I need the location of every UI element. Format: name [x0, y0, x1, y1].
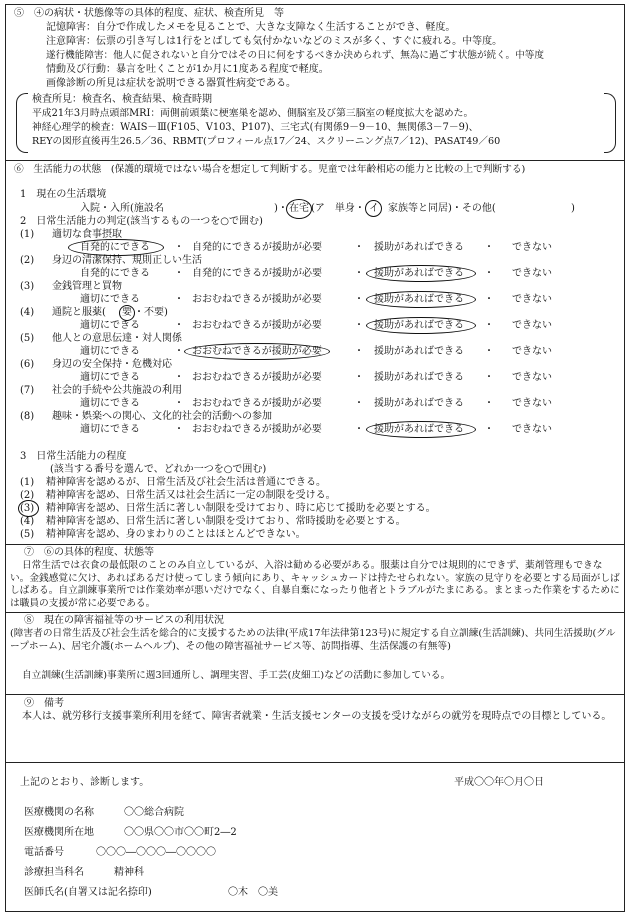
opt-1: 適切にできる: [80, 294, 140, 305]
degree-text: 精神障害を認めるが、日常生活及び社会生活は普通にできる。: [46, 477, 326, 488]
sep: ・: [484, 424, 494, 435]
footer-label: 電話番号: [24, 847, 64, 858]
opt-4: できない: [512, 320, 552, 331]
sep: ・: [174, 424, 184, 435]
sep: ・: [484, 346, 494, 357]
exam-line: REYの図形直後再生26.5／36、RBMT(プロフィール点17／24、スクリーニング点7／12)、PASAT49／60: [32, 136, 501, 147]
opt-3: 援助があればできる: [374, 268, 464, 279]
degree-num: (5): [20, 529, 35, 540]
sep: ・: [354, 268, 364, 279]
footer-label: 医療機関所在地: [24, 827, 94, 838]
opt-2: 自発的にできるが援助が必要: [192, 242, 322, 253]
sep: ・: [354, 424, 364, 435]
opt-3: 援助があればできる: [374, 424, 464, 435]
footer: [6, 763, 624, 911]
item-num: (7): [20, 385, 35, 396]
opt-3: 援助があればできる: [374, 294, 464, 305]
selected-oval: [366, 291, 476, 308]
item-title: 他人との意思伝達・対人関係: [52, 333, 182, 344]
item-title-c: ・不要): [134, 307, 168, 318]
item-num: (5): [20, 333, 35, 344]
opt-3: 援助があればできる: [374, 242, 464, 253]
opt-2: 自発的にできるが援助が必要: [192, 268, 322, 279]
sep: ・: [484, 294, 494, 305]
section-8-heading: ⑧ 現在の障害福祉等のサービスの利用状況: [24, 615, 224, 626]
degree-num: (2): [20, 490, 35, 501]
degree-text: 精神障害を認め、日常生活又は社会生活に一定の制限を受ける。: [46, 490, 336, 501]
declaration: 上記のとおり、診断します。: [20, 777, 150, 788]
env-d: 家族等と同居)・その他(: [388, 203, 496, 214]
department: 精神科: [114, 867, 144, 878]
zaitaku-circle: [286, 199, 312, 219]
degree-num: (3): [20, 503, 35, 514]
opt-1: 自発的にできる: [80, 242, 150, 253]
section-7: [6, 545, 624, 613]
selected-oval: [366, 421, 476, 438]
s5-line: 情動及び行動：暴言を吐くことが1か月に1度ある程度で軽度。: [46, 64, 329, 75]
opt-4: できない: [512, 294, 552, 305]
selected-oval: [184, 343, 330, 360]
sep: ・: [354, 398, 364, 409]
item-num: (1): [20, 229, 35, 240]
opt-1: 適切にできる: [80, 346, 140, 357]
env-title: 1 現在の生活環境: [20, 189, 107, 200]
footer-label: 医師氏名(自署又は記名捺印): [24, 887, 152, 898]
item-title: 身辺の安全保持・危機対応: [52, 359, 172, 370]
opt-4: できない: [512, 242, 552, 253]
medical-certificate: [5, 4, 625, 912]
exam-line: 神経心理学的検査：WAIS－Ⅲ(F105、V103、P107)、三宅式(有関係9－9－10、無関係3－7－9)、: [32, 122, 479, 133]
opt-2: おおむねできるが援助が必要: [192, 294, 322, 305]
s5-line: 画像診断の所見は症状を説明できる器質性病変である。: [46, 78, 296, 89]
opt-1: 適切にできる: [80, 424, 140, 435]
s5-line: 記憶障害：自分で作成したメモを見ることで、大きな支障なく生活することができ、軽度。: [46, 22, 456, 33]
section-8-detail: 自立訓練(生活訓練)事業所に週3回通所し、調理実習、手工芸(皮細工)などの活動に参加している。: [22, 670, 451, 681]
section-7-heading: ⑦ ⑥の具体的程度、状態等: [24, 547, 154, 558]
opt-2: おおむねできるが援助が必要: [192, 424, 322, 435]
degree-sub: (該当する番号を選んで、どれか一つを○で囲む): [50, 464, 267, 475]
sep: ・: [354, 372, 364, 383]
item-num: (6): [20, 359, 35, 370]
i-circle: [365, 200, 382, 217]
env-i: イ: [369, 203, 379, 214]
opt-1: 適切にできる: [80, 398, 140, 409]
opt-4: できない: [512, 398, 552, 409]
yo-circle: [119, 305, 135, 321]
section-9: [6, 695, 624, 763]
degree-num: (1): [20, 477, 35, 488]
section-5: [6, 5, 624, 161]
env-e: ): [571, 203, 575, 214]
exam-line: 平成21年3月時点頭部MRI：両側前頭葉に梗塞巣を認め、側脳室及び第三脳室の軽度拡大を認めた。: [32, 108, 474, 119]
doctor-name: 〇木 〇美: [228, 887, 278, 898]
section-8: [6, 613, 624, 695]
sep: ・: [484, 268, 494, 279]
sep: ・: [174, 320, 184, 331]
section-5-heading: ⑤ ④の病状・状態像等の具体的程度、症状、検査所見 等: [14, 8, 284, 19]
section-9-heading: ⑨ 備考: [24, 698, 64, 709]
section-6: [6, 161, 624, 545]
item-title: 身辺の清潔保持、規則正しい生活: [52, 255, 202, 266]
sep: ・: [484, 398, 494, 409]
opt-2: おおむねできるが援助が必要: [192, 398, 322, 409]
section-8-body: (障害者の日常生活及び社会生活を総合的に支援するための法律(平成17年法律第123号)に規定する自立訓練(生活訓練)、共同生活援助(グループホーム)、居宅介護(ホームヘルプ)、その他の障害福祉サービス等、訪問指導、生活保護の有無等): [10, 628, 616, 652]
opt-2: おおむねできるが援助が必要: [192, 320, 322, 331]
sep: ・: [174, 294, 184, 305]
degree-selected-circle: [18, 500, 39, 517]
sep: ・: [484, 372, 494, 383]
item-title: 社会的手続や公共施設の利用: [52, 385, 182, 396]
degree-text: 精神障害を認め、身のまわりのことはほとんどできない。: [46, 529, 306, 540]
sep: ・: [174, 372, 184, 383]
selected-oval: [366, 317, 476, 334]
diagnosis-date: 平成〇〇年〇月〇日: [454, 777, 544, 788]
section-7-body: 日常生活では衣食の最低限のことのみ自立しているが、入浴は勧める必要がある。服薬は自分では規則的にできず、薬剤管理もできない。金銭感覚に欠け、あればあるだけ使ってしまう傾向にあり、キャッシュカードは持たせられない。家族の見守りを必要とする局面がしばしばある。自立訓練事業所では作業効率が悪いだけでなく、自暴自棄になったり他者とトラブルがたまにある。まとまった作業をするためには職員の支援が常に必要である。: [10, 560, 620, 609]
sep: ・: [484, 242, 494, 253]
item-title: 通院と服薬(: [52, 307, 106, 318]
opt-3: 援助があればできる: [374, 372, 464, 383]
sep: ・: [174, 398, 184, 409]
footer-label: 医療機関の名称: [24, 807, 94, 818]
selected-oval: [68, 239, 164, 256]
sep: ・: [354, 320, 364, 331]
exam-bracket-left: [16, 93, 28, 153]
opt-3: 援助があればできる: [374, 346, 464, 357]
env-a: 入院・入所(施設名: [80, 203, 164, 214]
phone-number: 〇〇〇―〇〇〇―〇〇〇〇: [96, 847, 216, 858]
degree-text: 精神障害を認め、日常生活に著しい制限を受けており、常時援助を必要とする。: [46, 516, 406, 527]
hospital-address: 〇〇県〇〇市〇〇町2―2: [124, 827, 237, 838]
item-title: 金銭管理と買物: [52, 281, 122, 292]
sep: ・: [174, 346, 184, 357]
s5-line: 遂行機能障害：他人に促されないと自分ではその日に何をするべきか決められず、無為に過ごす状態が続く。中等度: [46, 50, 544, 61]
sep: ・: [484, 320, 494, 331]
section-9-body: 本人は、就労移行支援事業所利用を経て、障害者就業・生活支援センターの支援を受けながらの就労を現時点での目標としている。: [22, 711, 612, 722]
degree-title: 3 日常生活能力の程度: [20, 451, 127, 462]
opt-4: できない: [512, 424, 552, 435]
item-num: (4): [20, 307, 35, 318]
opt-3: 援助があればできる: [374, 320, 464, 331]
footer-label: 診療担当科名: [24, 867, 84, 878]
sep: ・: [174, 242, 184, 253]
opt-2: おおむねできるが援助が必要: [192, 346, 322, 357]
opt-2: おおむねできるが援助が必要: [192, 372, 322, 383]
sep: ・: [354, 242, 364, 253]
item-num: (2): [20, 255, 35, 266]
env-c: (ア 単身・: [311, 203, 365, 214]
exam-line: 検査所見：検査名、検査結果、検査時期: [32, 94, 212, 105]
item-title-yo: 要: [122, 307, 132, 318]
opt-3: 援助があればできる: [374, 398, 464, 409]
s5-line: 注意障害：伝票の引き写しは1行をとばしても気付かないなどのミスが多く、すぐに疲れる。中等度。: [46, 36, 503, 47]
section-6-heading: ⑥ 生活能力の状態 (保護的環境ではない場合を想定して判断する。児童では年齢相応の能力と比較の上で判断する): [14, 164, 526, 175]
sep: ・: [354, 346, 364, 357]
item-title: 趣味・娯楽への関心、文化的社会的活動への参加: [52, 411, 272, 422]
opt-4: できない: [512, 372, 552, 383]
item-title: 適切な食事摂取: [52, 229, 122, 240]
opt-1: 自発的にできる: [80, 268, 150, 279]
degree-text: 精神障害を認め、日常生活に著しい制限を受けており、時に応じて援助を必要とする。: [46, 503, 436, 514]
env-zaitaku: 在宅: [289, 203, 309, 214]
env-b: )・: [274, 203, 288, 214]
selected-oval: [366, 265, 476, 282]
item-num: (8): [20, 411, 35, 422]
opt-4: できない: [512, 268, 552, 279]
item-num: (3): [20, 281, 35, 292]
degree-num: (4): [20, 516, 35, 527]
opt-1: 適切にできる: [80, 372, 140, 383]
hospital-name: 〇〇総合病院: [124, 807, 184, 818]
judge-title: 2 日常生活能力の判定(該当するもの一つを○で囲む): [20, 216, 263, 227]
opt-4: できない: [512, 346, 552, 357]
sep: ・: [174, 268, 184, 279]
sep: ・: [354, 294, 364, 305]
opt-1: 適切にできる: [80, 320, 140, 331]
exam-bracket-right: [604, 93, 616, 153]
